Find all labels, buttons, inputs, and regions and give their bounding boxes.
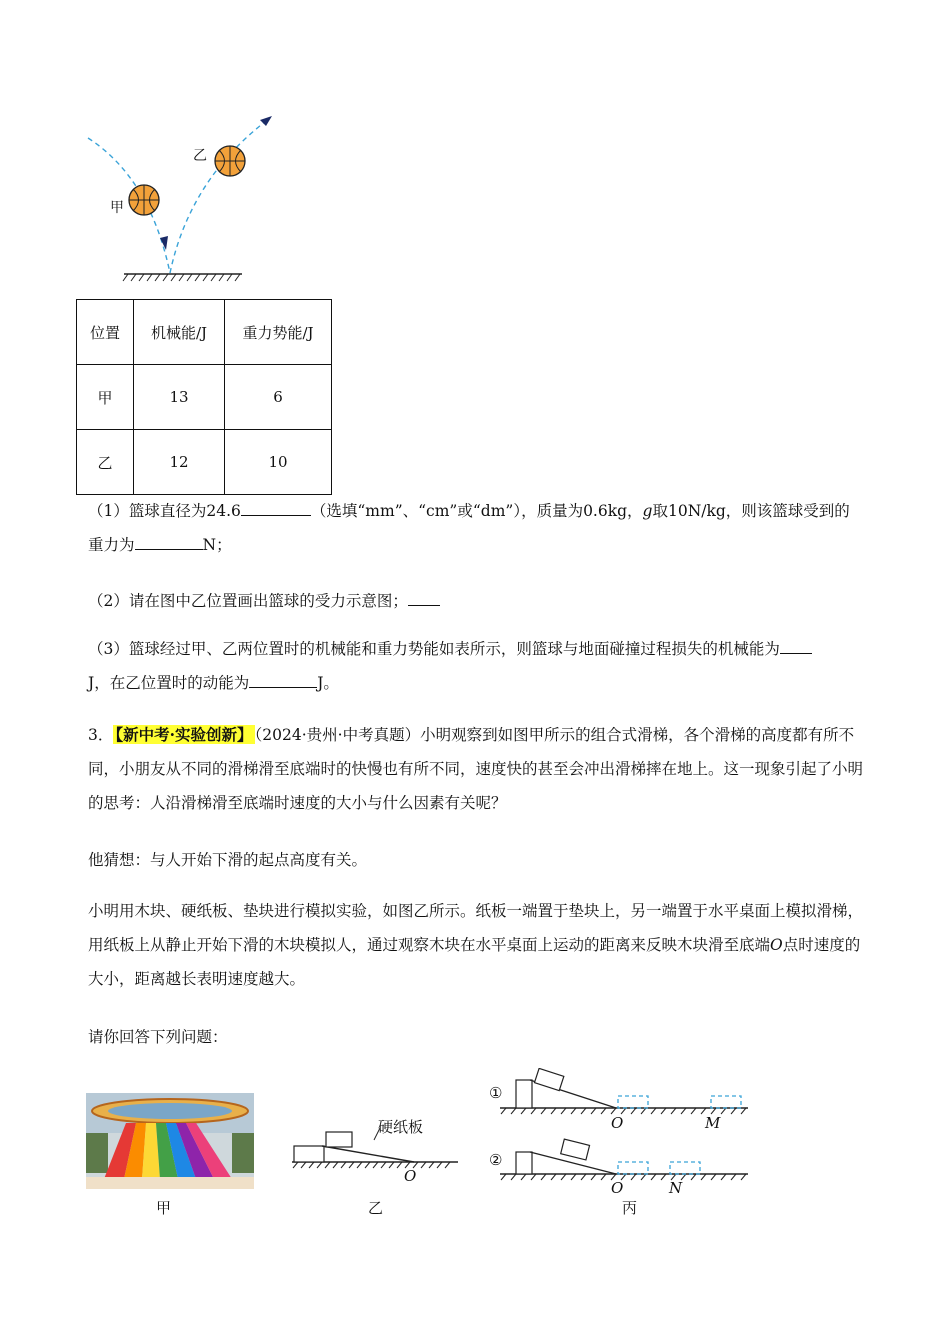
label-setup-1: ① xyxy=(489,1084,503,1102)
table-cell: 10 xyxy=(225,430,332,495)
table-cell: 6 xyxy=(225,365,332,430)
basketball-yi xyxy=(215,146,245,176)
answer-blank[interactable] xyxy=(249,671,317,688)
table-cell: 甲 xyxy=(77,365,134,430)
q2-part2: （2）请在图中乙位置画出篮球的受力示意图； xyxy=(88,584,868,618)
label-yi: 乙 xyxy=(193,148,207,164)
answer-blank[interactable] xyxy=(241,499,311,516)
q2-part1: （1）篮球直径为24.6 （选填“mm”、“cm”或“dm”），质量为0.6kg，g取10N/kg，则该篮球受到的 重力为 N； xyxy=(88,494,868,562)
table-header-row xyxy=(77,300,332,365)
table-cell: 13 xyxy=(134,365,225,430)
table-row xyxy=(77,365,332,430)
label-jia: 甲 xyxy=(110,200,124,216)
q2-part3: （3）篮球经过甲、乙两位置时的机械能和重力势能如表所示，则篮球与地面碰撞过程损失的机械能为 J，在乙位置时的动能为 J。 xyxy=(88,632,868,700)
arrow-up-icon xyxy=(260,116,272,126)
label-board: 硬纸板 xyxy=(378,1118,424,1136)
q3-guess: 他猜想：与人开始下滑的起点高度有关。 xyxy=(88,851,368,869)
table-header: 重力势能/J xyxy=(225,300,332,365)
label-N: N xyxy=(669,1179,683,1197)
label-O-2: O xyxy=(611,1179,624,1197)
caption-jia: 甲 xyxy=(156,1199,172,1217)
energy-table xyxy=(76,299,332,495)
q3-method: 小明用木块、硬纸板、垫块进行模拟实验，如图乙所示。纸板一端置于垫块上，另一端置于水平桌面上模拟滑梯，用纸板上从静止开始下滑的木块模拟人，通过观察木块在水平桌面上运动的距离来反映木块滑至底端O点时速度的大小，距离越长表明速度越大。 xyxy=(88,902,864,988)
table-cell: 12 xyxy=(134,430,225,495)
table-header: 位置 xyxy=(77,300,134,365)
basketball-jia xyxy=(129,185,159,215)
label-M: M xyxy=(705,1114,721,1132)
caption-bing: 丙 xyxy=(622,1199,638,1217)
label-O-yi: O xyxy=(404,1167,417,1185)
answer-blank[interactable] xyxy=(408,589,440,606)
water-slide-photo xyxy=(86,1093,254,1189)
cardboard xyxy=(322,1146,414,1162)
support-block xyxy=(294,1146,324,1162)
answer-blank[interactable] xyxy=(780,637,812,654)
q3-intro: 3． 【新中考·实验创新】 （2024·贵州·中考真题）小明观察到如图甲所示的组合式滑梯，各个滑梯的高度都有所不同，小朋友从不同的滑梯滑至底端时的快慢也有所不同，速度快的甚至会冲出滑梯摔在地上。这一现象引起了小明的思考：人沿滑梯滑至底端时速度的大小与什么因素有关呢？ xyxy=(88,725,864,812)
label-O-1: O xyxy=(611,1114,624,1132)
trajectory-up xyxy=(170,118,270,273)
table-row xyxy=(77,430,332,495)
wood-block xyxy=(326,1132,352,1147)
table-header: 机械能/J xyxy=(134,300,225,365)
table-cell: 乙 xyxy=(77,430,134,495)
q3-ask: 请你回答下列问题： xyxy=(88,1028,228,1046)
label-setup-2: ② xyxy=(489,1151,503,1169)
ground-hatch xyxy=(123,274,240,281)
answer-blank[interactable] xyxy=(135,533,203,550)
caption-yi: 乙 xyxy=(368,1199,384,1217)
question-tag: 【新中考·实验创新】 xyxy=(115,725,253,744)
